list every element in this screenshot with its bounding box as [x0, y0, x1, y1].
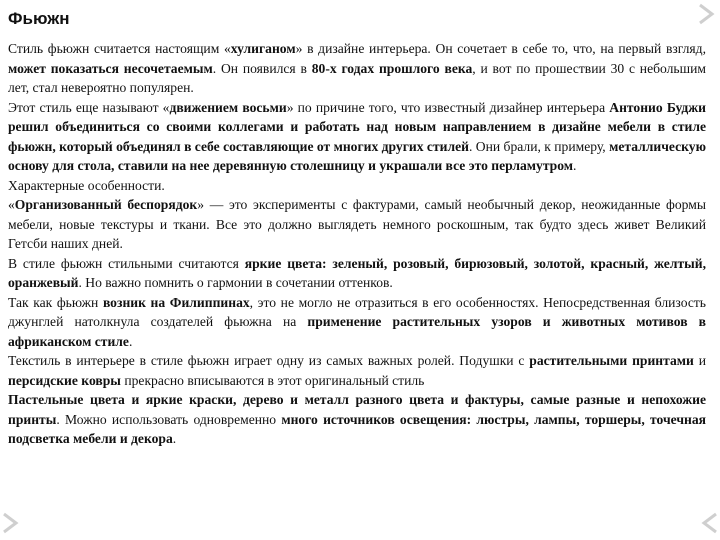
text-run: В стиле фьюжн стильными считаются — [8, 255, 245, 271]
text-run: « — [8, 197, 15, 212]
document — [8, 8, 706, 449]
bold-text: персидские ковры — [8, 372, 121, 388]
page-title: Фьюжн — [8, 9, 70, 28]
text-run: Стиль фьюжн считается настоящим « — [8, 41, 231, 56]
text-run: , и вот по прошествии 30 с небольшим лет, стал невероятно популярен. — [8, 60, 706, 95]
paragraph — [8, 254, 706, 293]
bold-text: возник на Филиппинах — [102, 294, 250, 310]
bold-text: применение растительных узоров и животных мотивов в африканском стиле — [8, 314, 706, 349]
bold-text: Пастельные цвета и яркие краски, дерево и металл разного цвета и фактуры, самые разные и непохожие принты — [8, 392, 706, 427]
paragraph — [8, 390, 706, 449]
paragraph — [8, 176, 706, 196]
document-body — [8, 39, 706, 449]
bold-text: хулиганом — [230, 41, 296, 56]
bold-text: растительными принтами — [529, 353, 694, 368]
text-run: , это не могло не отразиться в его особенностях. Непосредственная близость джунглей натолкнула создателей фьюжна на — [8, 294, 707, 329]
paragraph — [8, 351, 706, 390]
bold-text: 80-х годах прошлого века — [311, 60, 473, 76]
text-run: Характерные особенности. — [8, 177, 165, 193]
chevron-left-icon — [704, 514, 716, 532]
text-run: Так как фьюжн — [8, 294, 103, 310]
bold-text: Организованный беспорядок — [14, 197, 198, 212]
text-run: Текстиль в интерьере в стиле фьюжн играет одну из самых важных ролей. Подушки с — [8, 353, 530, 368]
text-run: прекрасно вписываются в этот оригинальный стиль — [120, 372, 425, 388]
bold-text: яркие цвета: зеленый, розовый, бирюзовый, золотой, красный, желтый, оранжевый — [8, 255, 706, 290]
text-run: . Они брали, к примеру, — [468, 138, 610, 154]
text-run: Этот стиль еще называют « — [8, 99, 170, 115]
paragraph — [8, 39, 706, 98]
text-run: . Он появился в — [212, 60, 312, 76]
text-run: » по причине того, что известный дизайнер интерьера — [286, 99, 610, 115]
text-run: . Можно использовать одновременно — [56, 411, 282, 427]
bold-text: может показаться несочетаемым — [8, 60, 213, 76]
text-run: . — [573, 158, 577, 173]
bold-text: металлическую основу для стола, ставили на нее деревянную столешницу и украшали все это перламутром — [8, 138, 706, 173]
text-run: и — [693, 353, 706, 368]
text-run: » — это эксперименты с фактурами, самый необычный декор, неожиданные формы мебели, новые текстуры и ткани. Все это должно выглядеть немного роскошным, так будто здесь живет Великий Гетсби наших дней. — [8, 197, 706, 251]
text-run: . Но важно помнить о гармонии в сочетании оттенков. — [78, 275, 393, 290]
paragraph — [8, 195, 706, 254]
paragraph — [8, 98, 706, 176]
text-run: . — [128, 333, 133, 349]
text-run: » в дизайне интерьера. Он сочетает в себе то, что, на первый взгляд, — [295, 41, 706, 56]
chevron-right-icon — [4, 514, 16, 532]
bold-text: движением восьми — [169, 99, 287, 115]
paragraph — [8, 293, 706, 352]
bold-text: много источников освещения: люстры, лампы, торшеры, точечная подсветка мебели и декора — [8, 411, 706, 446]
text-run: . — [172, 431, 177, 446]
bold-text: Антонио Буджи решил объединиться со своими коллегами и работать над новым направлением в дизайне мебели в стиле фьюжн, который объединял в себе составляющие от многих других стилей — [8, 99, 706, 154]
